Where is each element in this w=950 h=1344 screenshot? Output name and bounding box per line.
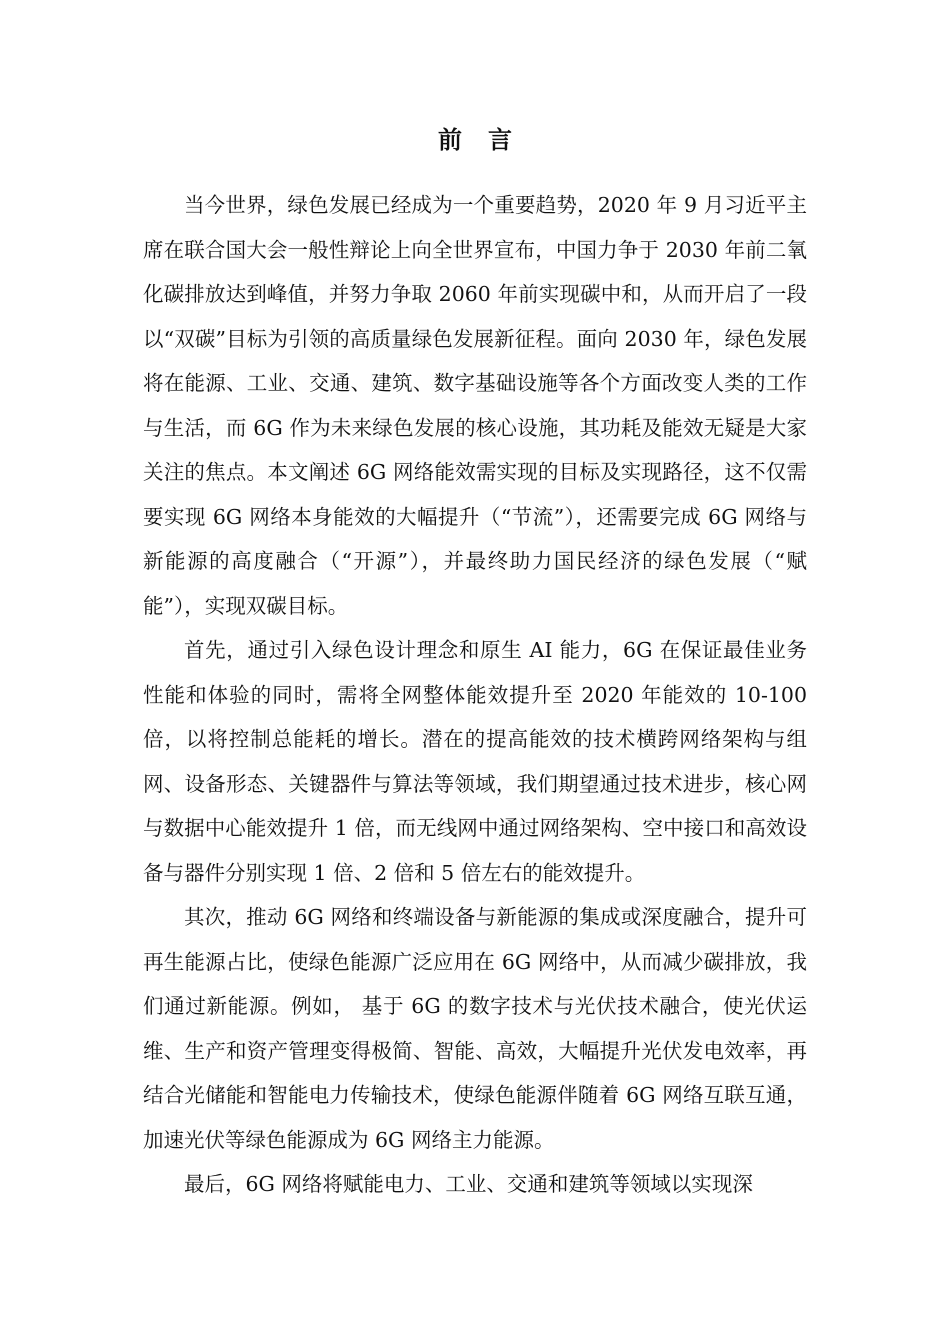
paragraph-first: 首先，通过引入绿色设计理念和原生 AI 能力，6G 在保证最佳业务性能和体验的同时，需将全网整体能效提升至 2020 年能效的 10-100 倍，以将控制总能耗的增长。潜在的提高能效的技术横跨网络架构与组网、设备形态、关键器件与算法等领域，我们期望通过技术进步，核心网与数据中心能效提升 1 倍，而无线网中通过网络架构、空中接口和高效设备与器件分别实现 1 倍、2 倍和 5 倍左右的能效提升。 <box>143 638 807 885</box>
paragraph-last: 最后，6G 网络将赋能电力、工业、交通和建筑等领域以实现深 <box>184 1172 753 1196</box>
paragraph-intro: 当今世界，绿色发展已经成为一个重要趋势，2020 年 9 月习近平主席在联合国大会一般性辩论上向全世界宣布，中国力争于 2030 年前二氧化碳排放达到峰值，并努力争取 2060 年前实现碳中和，从而开启了一段以“双碳”目标为引领的高质量绿色发展新征程。面向 2030 年，绿色发展将在能源、工业、交通、建筑、数字基础设施等各个方面改变人类的工作与生活，而 6G 作为未来绿色发展的核心设施，其功耗及能效无疑是大家关注的焦点。本文阐述 6G 网络能效需实现的目标及实现路径，这不仅需要实现 6G 网络本身能效的大幅提升（“节流”），还需要完成 6G 网络与新能源的高度融合（“开源”），并最终助力国民经济的绿色发展（“赋能”），实现双碳目标。 <box>143 193 807 618</box>
document-body <box>143 183 807 1207</box>
paragraph-second: 其次，推动 6G 网络和终端设备与新能源的集成或深度融合，提升可再生能源占比，使绿色能源广泛应用在 6G 网络中，从而减少碳排放，我们通过新能源。例如， 基于 6G 的数字技术与光伏技术融合，使光伏运维、生产和资产管理变得极简、智能、高效，大幅提升光伏发电效率，再结合光储能和智能电力传输技术，使绿色能源伴随着 6G 网络互联互通，加速光伏等绿色能源成为 6G 网络主力能源。 <box>143 905 807 1152</box>
page-title: 前言 <box>438 125 538 154</box>
